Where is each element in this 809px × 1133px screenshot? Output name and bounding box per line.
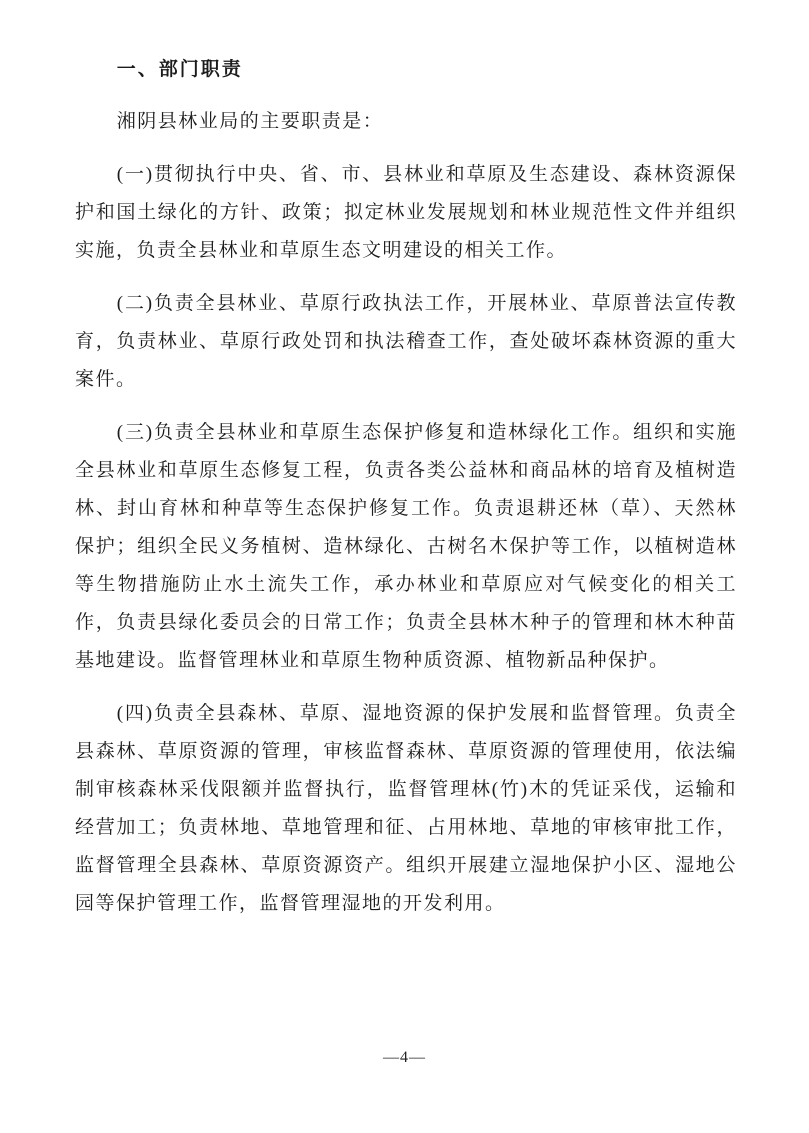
paragraph-4: (四)负责全县森林、草原、湿地资源的保护发展和监督管理。负责全县森林、草原资源的管理，审核监督森林、草原资源的管理使用，依法编制审核森林采伐限额并监督执行，监督管理林(竹)木的凭证采伐，运输和经营加工；负责林地、草地管理和征、占用林地、草地的审核审批工作，监督管理全县森林、草原资源资产。组织开展建立湿地保护小区、湿地公园等保护管理工作，监督管理湿地的开发利用。: [75, 703, 737, 914]
page-number: —4—: [383, 1049, 426, 1066]
paragraph-3: (三)负责全县林业和草原生态保护修复和造林绿化工作。组织和实施全县林业和草原生态修复工程，负责各类公益林和商品林的培育及植树造林、封山育林和种草等生态保护修复工作。负责退耕还林（草）、天然林保护；组织全民义务植树、造林绿化、古树名木保护等工作，以植树造林等生物措施防止水土流失工作，承办林业和草原应对气候变化的相关工作，负责县绿化委员会的日常工作；负责全县林木种子的管理和林木种苗基地建设。监督管理林业和草原生物种质资源、植物新品种保护。: [75, 422, 737, 671]
paragraph-2: (二)负责全县林业、草原行政执法工作，开展林业、草原普法宣传教育，负责林业、草原行政处罚和执法稽查工作，查处破坏森林资源的重大案件。: [75, 293, 737, 390]
document-content: [75, 54, 737, 923]
paragraph-1: (一)贯彻执行中央、省、市、县林业和草原及生态建设、森林资源保护和国土绿化的方针、政策；拟定林业发展规划和林业规范性文件并组织实施，负责全县林业和草原生态文明建设的相关工作。: [75, 164, 737, 261]
intro-paragraph: 湘阴县林业局的主要职责是：: [116, 111, 384, 132]
section-heading: 一、部门职责: [116, 59, 243, 80]
